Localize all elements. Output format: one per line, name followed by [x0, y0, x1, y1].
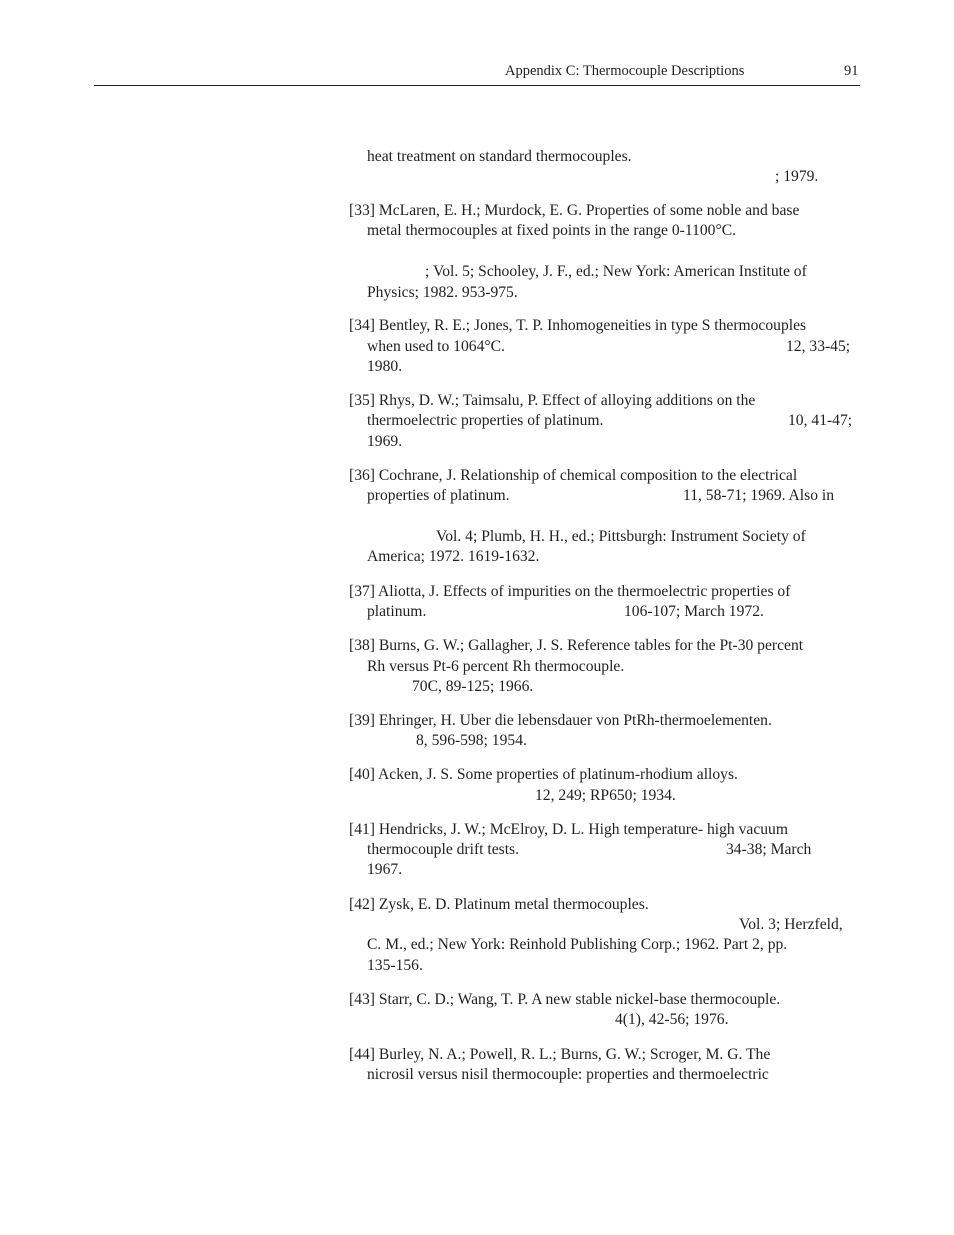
reference-line: 1967. — [367, 861, 403, 878]
reference-line: 1980. — [367, 358, 403, 375]
reference-line: [37] Aliotta, J. Effects of impurities on the thermoelectric properties of — [349, 583, 791, 600]
reference-line: [34] Bentley, R. E.; Jones, T. P. Inhomogeneities in type S thermocouples — [349, 317, 807, 334]
reference-line: 34-38; March — [726, 841, 812, 858]
reference-line: ; Vol. 5; Schooley, J. F., ed.; New York: American Institute of — [425, 263, 807, 280]
reference-line: 70C, 89-125; 1966. — [412, 678, 534, 695]
reference-line: [43] Starr, C. D.; Wang, T. P. A new stable nickel-base thermocouple. — [349, 991, 781, 1008]
reference-line: 10, 41-47; — [788, 412, 853, 429]
reference-line: 135-156. — [367, 957, 423, 974]
reference-line: [35] Rhys, D. W.; Taimsalu, P. Effect of alloying additions on the — [349, 392, 756, 409]
reference-line: properties of platinum. — [367, 487, 510, 504]
reference-line: America; 1972. 1619-1632. — [367, 548, 540, 565]
reference-line: 4(1), 42-56; 1976. — [615, 1011, 729, 1028]
reference-line: metal thermocouples at fixed points in the range 0-1100°C. — [367, 222, 736, 239]
page-number: 91 — [844, 63, 859, 79]
reference-line: 12, 33-45; — [786, 338, 851, 355]
running-header-title: Appendix C: Thermocouple Descriptions — [505, 63, 745, 79]
reference-line: [33] McLaren, E. H.; Murdock, E. G. Properties of some noble and base — [349, 202, 800, 219]
reference-line: [40] Acken, J. S. Some properties of platinum-rhodium alloys. — [349, 766, 738, 783]
reference-line: 8, 596-598; 1954. — [416, 732, 527, 749]
reference-line: thermoelectric properties of platinum. — [367, 412, 604, 429]
reference-line: [39] Ehringer, H. Uber die lebensdauer von PtRh-thermoelementen. — [349, 712, 772, 729]
reference-line: [38] Burns, G. W.; Gallagher, J. S. Reference tables for the Pt-30 percent — [349, 637, 804, 654]
reference-line: [42] Zysk, E. D. Platinum metal thermocouples. — [349, 896, 649, 913]
reference-line: Vol. 3; Herzfeld, — [739, 916, 843, 933]
reference-line: Rh versus Pt-6 percent Rh thermocouple. — [367, 658, 625, 675]
reference-line: when used to 1064°C. — [367, 338, 505, 355]
reference-line: [41] Hendricks, J. W.; McElroy, D. L. High temperature- high vacuum — [349, 821, 788, 838]
reference-line: [44] Burley, N. A.; Powell, R. L.; Burns, G. W.; Scroger, M. G. The — [349, 1046, 771, 1063]
reference-line: C. M., ed.; New York: Reinhold Publishing Corp.; 1962. Part 2, pp. — [367, 936, 788, 953]
reference-line: Physics; 1982. 953-975. — [367, 284, 518, 301]
reference-line: thermocouple drift tests. — [367, 841, 520, 858]
reference-line: nicrosil versus nisil thermocouple: properties and thermoelectric — [367, 1066, 769, 1083]
reference-line: 1969. — [367, 433, 403, 450]
reference-line: Vol. 4; Plumb, H. H., ed.; Pittsburgh: Instrument Society of — [436, 528, 806, 545]
reference-line: ; 1979. — [775, 168, 819, 185]
reference-line: platinum. — [367, 603, 427, 620]
reference-line: 106-107; March 1972. — [624, 603, 764, 620]
reference-line: 11, 58-71; 1969. Also in — [683, 487, 835, 504]
reference-line: [36] Cochrane, J. Relationship of chemical composition to the electrical — [349, 467, 798, 484]
header-divider — [94, 85, 860, 86]
reference-line: 12, 249; RP650; 1934. — [535, 787, 676, 804]
reference-line: heat treatment on standard thermocouples. — [367, 148, 632, 165]
